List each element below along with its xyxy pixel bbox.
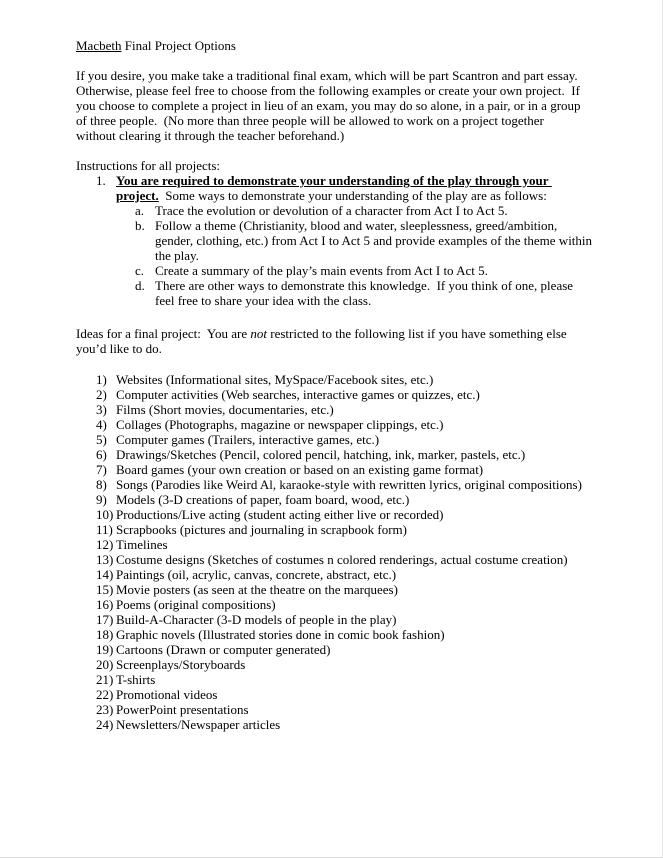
idea-item-number: 11)	[96, 522, 113, 537]
idea-item-text: Paintings (oil, acrylic, canvas, concrete, abstract, etc.)	[116, 567, 397, 582]
idea-item-number: 3)	[96, 402, 107, 417]
idea-item-text: Websites (Informational sites, MySpace/Facebook sites, etc.)	[116, 372, 434, 387]
idea-list-item	[76, 597, 594, 612]
idea-item-text: Newsletters/Newspaper articles	[116, 717, 281, 732]
idea-item-text: Graphic novels (Illustrated stories done in comic book fashion)	[116, 627, 445, 642]
idea-item-number: 18)	[96, 627, 114, 642]
sub-item-letter: c.	[135, 263, 145, 278]
sub-item-letter: d.	[135, 278, 145, 293]
idea-list-item	[76, 627, 594, 642]
idea-item-text: Costume designs (Sketches of costumes n colored renderings, actual costume creation)	[116, 552, 568, 567]
instruction-item-text	[116, 173, 594, 203]
idea-item-number: 9)	[96, 492, 107, 507]
instruction-bold-underline-text: You are required to demonstrate your understanding of the play through your project.	[116, 173, 552, 203]
idea-list-item	[76, 372, 594, 387]
idea-item-number: 24)	[96, 717, 114, 732]
idea-item-text: Drawings/Sketches (Pencil, colored pencil, hatching, ink, marker, pastels, etc.)	[116, 447, 526, 462]
idea-item-text: Scrapbooks (pictures and journaling in scrapbook form)	[116, 522, 407, 537]
idea-item-number: 6)	[96, 447, 107, 462]
idea-item-number: 5)	[96, 432, 107, 447]
idea-list-item	[76, 492, 594, 507]
document-title	[76, 38, 594, 53]
idea-item-text: Collages (Photographs, magazine or newspaper clippings, etc.)	[116, 417, 444, 432]
idea-list-item	[76, 567, 594, 582]
idea-item-text: Computer activities (Web searches, interactive games or quizzes, etc.)	[116, 387, 480, 402]
idea-item-number: 1)	[96, 372, 107, 387]
idea-item-text: Computer games (Trailers, interactive games, etc.)	[116, 432, 380, 447]
idea-item-number: 22)	[96, 687, 114, 702]
instruction-sub-item	[76, 278, 594, 308]
title-underlined-word: Macbeth	[76, 38, 122, 53]
idea-item-text: PowerPoint presentations	[116, 702, 249, 717]
instruction-sub-item	[76, 263, 594, 278]
title-rest: Final Project Options	[121, 38, 236, 53]
idea-item-text: Movie posters (as seen at the theatre on the marquees)	[116, 582, 398, 597]
idea-item-text: Models (3-D creations of paper, foam board, wood, etc.)	[116, 492, 410, 507]
idea-item-number: 19)	[96, 642, 114, 657]
instruction-sub-list	[76, 203, 594, 308]
idea-item-text: Songs (Parodies like Weird Al, karaoke-style with rewritten lyrics, original compositions)	[116, 477, 582, 492]
idea-item-number: 23)	[96, 702, 114, 717]
idea-list-item	[76, 552, 594, 567]
idea-item-text: Films (Short movies, documentaries, etc.)	[116, 402, 334, 417]
instruction-sub-item	[76, 203, 594, 218]
idea-item-number: 15)	[96, 582, 114, 597]
idea-item-text: Poems (original compositions)	[116, 597, 276, 612]
idea-list-item	[76, 642, 594, 657]
intro-paragraph: If you desire, you make take a traditional final exam, which will be part Scantron and part essay. Otherwise, please feel free to choose from the following examples or create your own project. If you choose to complete a project in lieu of an exam, you may do so alone, in a pair, or in a group of three people. (No more than three people will be allowed to work on a project together without clearing it through the teacher beforehand.)	[76, 68, 585, 143]
idea-list-item	[76, 702, 594, 717]
sub-item-text: Trace the evolution or devolution of a character from Act I to Act 5.	[155, 203, 508, 218]
idea-list-item	[76, 537, 594, 552]
idea-list-item	[76, 387, 594, 402]
instruction-sub-item	[76, 218, 594, 263]
idea-item-number: 21)	[96, 672, 114, 687]
idea-item-number: 7)	[96, 462, 107, 477]
ideas-intro-after: restricted to the following list if you have something else you’d like to do.	[76, 326, 570, 356]
idea-item-text: Board games (your own creation or based on an existing game format)	[116, 462, 484, 477]
idea-item-number: 17)	[96, 612, 114, 627]
ideas-intro-before: Ideas for a final project: You are	[76, 326, 251, 341]
idea-item-text: Promotional videos	[116, 687, 218, 702]
idea-item-text: Build-A-Character (3-D models of people in the play)	[116, 612, 397, 627]
idea-list-item	[76, 417, 594, 432]
idea-item-number: 20)	[96, 657, 114, 672]
idea-item-number: 16)	[96, 597, 114, 612]
idea-list-item	[76, 687, 594, 702]
idea-item-number: 2)	[96, 387, 107, 402]
instructions-heading: Instructions for all projects:	[76, 158, 221, 173]
idea-item-text: Timelines	[116, 537, 168, 552]
idea-list-item	[76, 447, 594, 462]
ideas-list	[76, 372, 594, 732]
idea-list-item	[76, 582, 594, 597]
idea-item-number: 13)	[96, 552, 114, 567]
idea-list-item	[76, 657, 594, 672]
sub-item-letter: a.	[135, 203, 145, 218]
idea-list-item	[76, 672, 594, 687]
sub-item-letter: b.	[135, 218, 145, 233]
idea-item-text: Cartoons (Drawn or computer generated)	[116, 642, 331, 657]
idea-list-item	[76, 717, 594, 732]
idea-item-number: 12)	[96, 537, 114, 552]
instruction-rest-text: Some ways to demonstrate your understanding of the play are as follows:	[158, 188, 547, 203]
idea-list-item	[76, 462, 594, 477]
sub-item-text: Follow a theme (Christianity, blood and water, sleeplessness, greed/ambition, gender, clothing, etc.) from Act I to Act 5 and provide examples of the theme within the play.	[155, 218, 596, 263]
idea-item-text: T-shirts	[116, 672, 156, 687]
idea-item-text: Screenplays/Storyboards	[116, 657, 246, 672]
idea-item-number: 8)	[96, 477, 107, 492]
idea-list-item	[76, 432, 594, 447]
idea-item-text: Productions/Live acting (student acting either live or recorded)	[116, 507, 444, 522]
sub-item-text: There are other ways to demonstrate this knowledge. If you think of one, please feel free to share your idea with the class.	[155, 278, 577, 308]
idea-list-item	[76, 612, 594, 627]
sub-item-text: Create a summary of the play’s main events from Act I to Act 5.	[155, 263, 488, 278]
idea-list-item	[76, 402, 594, 417]
idea-item-number: 10)	[96, 507, 114, 522]
instruction-item-1	[76, 173, 594, 203]
idea-list-item	[76, 522, 594, 537]
idea-item-number: 4)	[96, 417, 107, 432]
instruction-item-number: 1.	[96, 173, 106, 188]
ideas-intro-paragraph	[76, 326, 588, 356]
idea-list-item	[76, 477, 594, 492]
idea-item-number: 14)	[96, 567, 114, 582]
idea-list-item	[76, 507, 594, 522]
ideas-intro-italic-word: not	[250, 326, 267, 341]
